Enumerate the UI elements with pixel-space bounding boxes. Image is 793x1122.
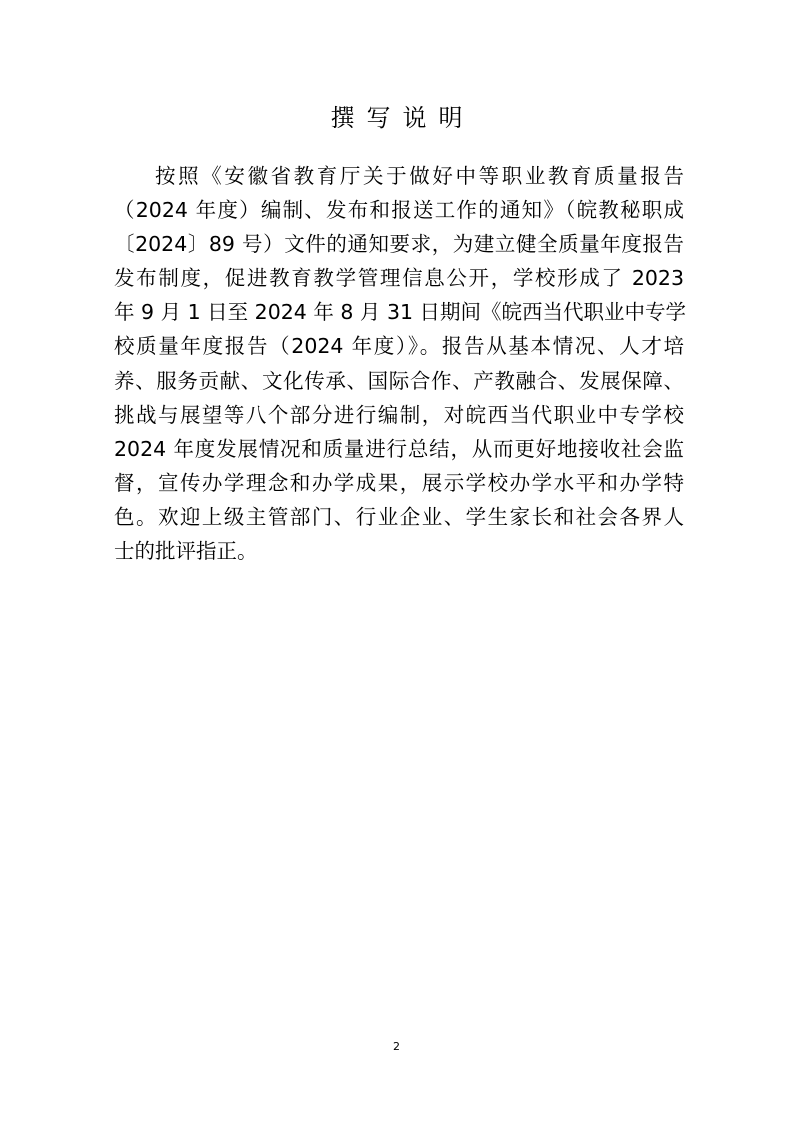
paragraph-line: 士的批评指正。 (114, 539, 258, 564)
paragraph-line: 〔2024〕89 号）文件的通知要求，为建立健全质量年度报告 (114, 232, 684, 257)
paragraph-line: 校质量年度报告（2024 年度）》。报告从基本情况、人才培 (114, 334, 684, 359)
page-title: 撰写说明 (330, 104, 475, 132)
page-number: 2 (393, 1040, 400, 1053)
paragraph-line: 养、服务贡献、文化传承、国际合作、产教融合、发展保障、 (114, 368, 684, 393)
paragraph-line: 色。欢迎上级主管部门、行业企业、学生家长和社会各界人 (114, 504, 684, 529)
paragraph-line: 年 9 月 1 日至 2024 年 8 月 31 日期间《皖西当代职业中专学 (114, 300, 687, 325)
paragraph-line: 按照《安徽省教育厅关于做好中等职业教育质量报告 (155, 164, 684, 188)
paragraph-line: 发布制度，促进教育教学管理信息公开，学校形成了 2023 (114, 266, 684, 291)
paragraph-line: （2024 年度）编制、发布和报送工作的通知》（皖教秘职成 (114, 198, 684, 223)
body-paragraph (114, 159, 687, 568)
paragraph-line: 督，宣传办学理念和办学成果，展示学校办学水平和办学特 (114, 470, 684, 495)
paragraph-line: 挑战与展望等八个部分进行编制，对皖西当代职业中专学校 (114, 402, 684, 427)
paragraph-line: 2024 年度发展情况和质量进行总结，从而更好地接收社会监 (114, 436, 684, 461)
